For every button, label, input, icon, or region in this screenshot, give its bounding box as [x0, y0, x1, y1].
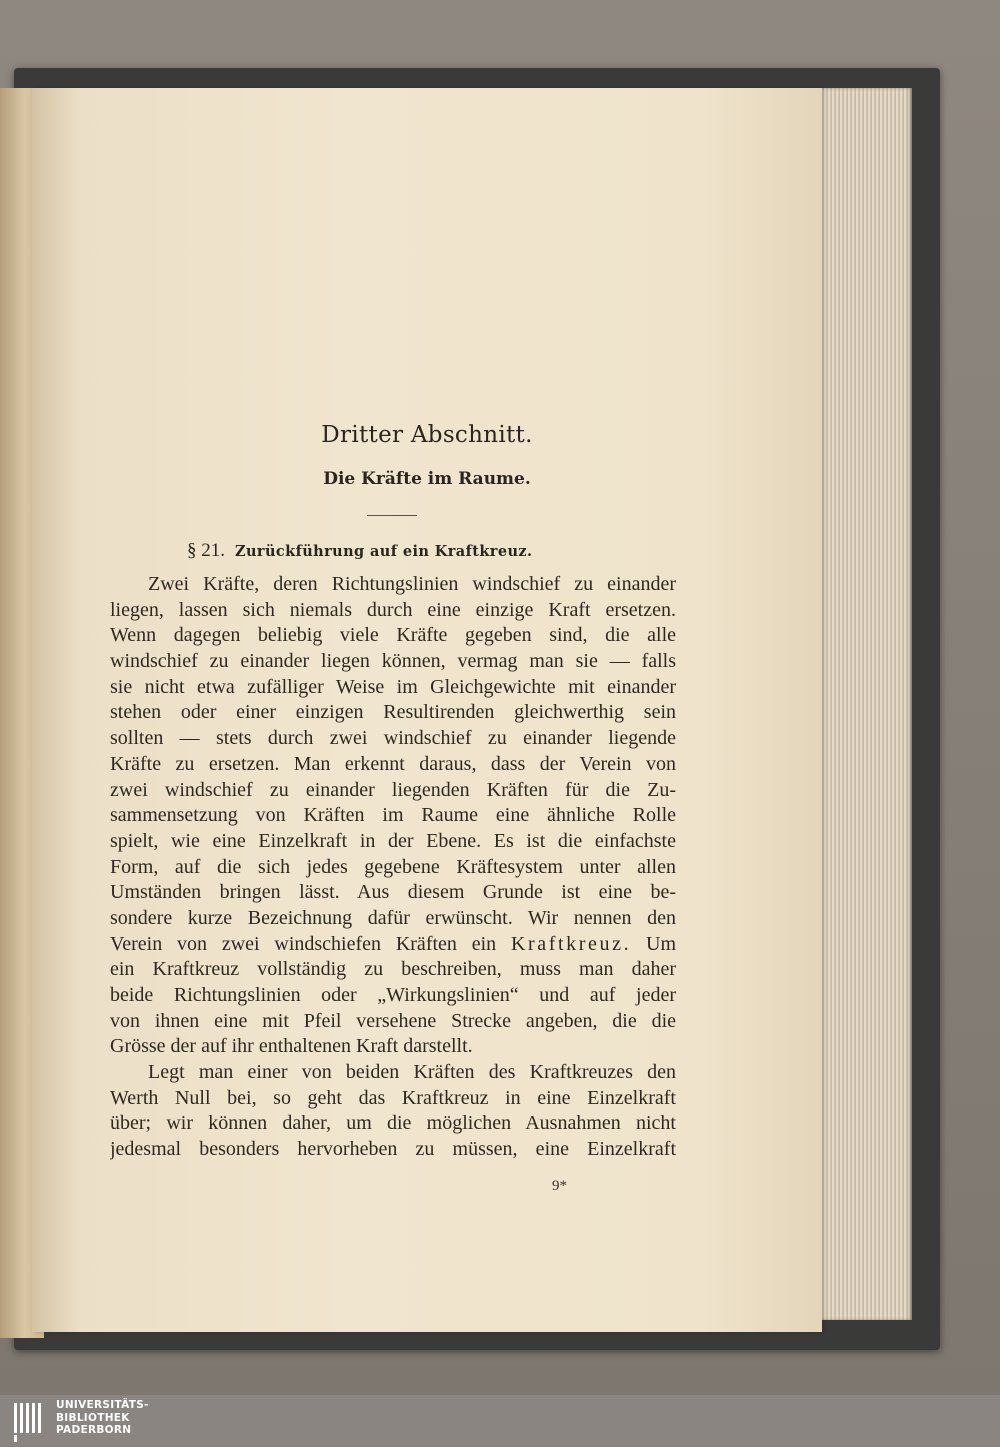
text-line: Form, auf die sich jedes gegebene Kräftesystem unter allen — [110, 855, 676, 878]
text-line: windschief zu einander liegen können, vermag man sie — falls — [110, 650, 676, 673]
chapter-subtitle: Die Kräfte im Raume. — [323, 469, 531, 489]
text-line: beide Richtungslinien oder „Wirkungslinien“ und auf jeder — [110, 984, 676, 1006]
text-line: liegen, lassen sich niemals durch eine einzige Kraft ersetzen. — [110, 598, 676, 621]
chapter-title: Dritter Abschnitt. — [321, 422, 533, 448]
text-line: zwei windschief zu einander liegenden Kräften für die Zu- — [110, 778, 676, 801]
library-line: UNIVERSITÄTS- — [56, 1399, 149, 1411]
footer-bar — [0, 1395, 1000, 1446]
text-line: über; wir können daher, um die möglichen Ausnahmen nicht — [110, 1112, 676, 1135]
text-line: sammensetzung von Kräften im Raume eine ähnliche Rolle — [110, 804, 676, 827]
text-line: stehen oder einer einzigen Resultirenden gleichwerthig sein — [110, 701, 676, 724]
text-line: Zwei Kräfte, deren Richtungslinien windschief zu einander — [148, 573, 676, 595]
text-line: sie nicht etwa zufälliger Weise im Gleichgewichte mit einander — [110, 675, 676, 698]
library-logo-icon — [12, 1399, 48, 1443]
title-rule — [367, 515, 417, 516]
section-title: Zurückführung auf ein Kraftkreuz. — [235, 543, 533, 560]
text-line: jedesmal besonders hervorheben zu müssen, eine Einzelkraft — [110, 1138, 676, 1161]
book-page — [32, 88, 822, 1332]
text-line: Umständen bringen lässt. Aus diesem Grunde ist eine be- — [110, 881, 676, 904]
text-line: Grösse der auf ihr enthaltenen Kraft darstellt. — [110, 1035, 473, 1058]
text-line: Wenn dagegen beliebig viele Kräfte gegeben sind, die alle — [110, 624, 676, 647]
text-line: Legt man einer von beiden Kräften des Kraftkreuzes den — [148, 1061, 676, 1084]
text-line: ein Kraftkreuz vollständig zu beschreiben, muss man daher — [110, 958, 676, 981]
text-line: spielt, wie eine Einzelkraft in der Ebene. Es ist die einfachste — [110, 829, 676, 852]
text-line: Kräfte zu ersetzen. Man erkennt daraus, dass der Verein von — [110, 752, 676, 775]
text-line-with-term — [110, 932, 676, 958]
term-kraftkreuz: Kraftkreuz. — [510, 932, 632, 955]
page-content — [32, 88, 822, 1332]
library-line: PADERBORN — [56, 1424, 132, 1436]
section-heading — [187, 540, 532, 562]
library-line: BIBLIOTHEK — [56, 1411, 130, 1424]
section-number: § 21. — [187, 540, 225, 561]
text-line: sondere kurze Bezeichnung dafür erwünscht. Wir nennen den — [110, 906, 676, 929]
body-text — [110, 572, 676, 1163]
text-line: von ihnen eine mit Pfeil versehene Strecke angeben, die die — [110, 1009, 676, 1032]
text-line: Werth Null bei, so geht das Kraftkreuz in eine Einzelkraft — [110, 1086, 676, 1109]
text-fragment: Verein von zwei windschiefen Kräften ein — [110, 932, 497, 955]
library-name — [56, 1399, 149, 1437]
page-signature: 9* — [552, 1178, 567, 1194]
text-line: sollten — stets durch zwei windschief zu einander liegende — [110, 727, 676, 750]
text-fragment: Um — [646, 932, 676, 955]
